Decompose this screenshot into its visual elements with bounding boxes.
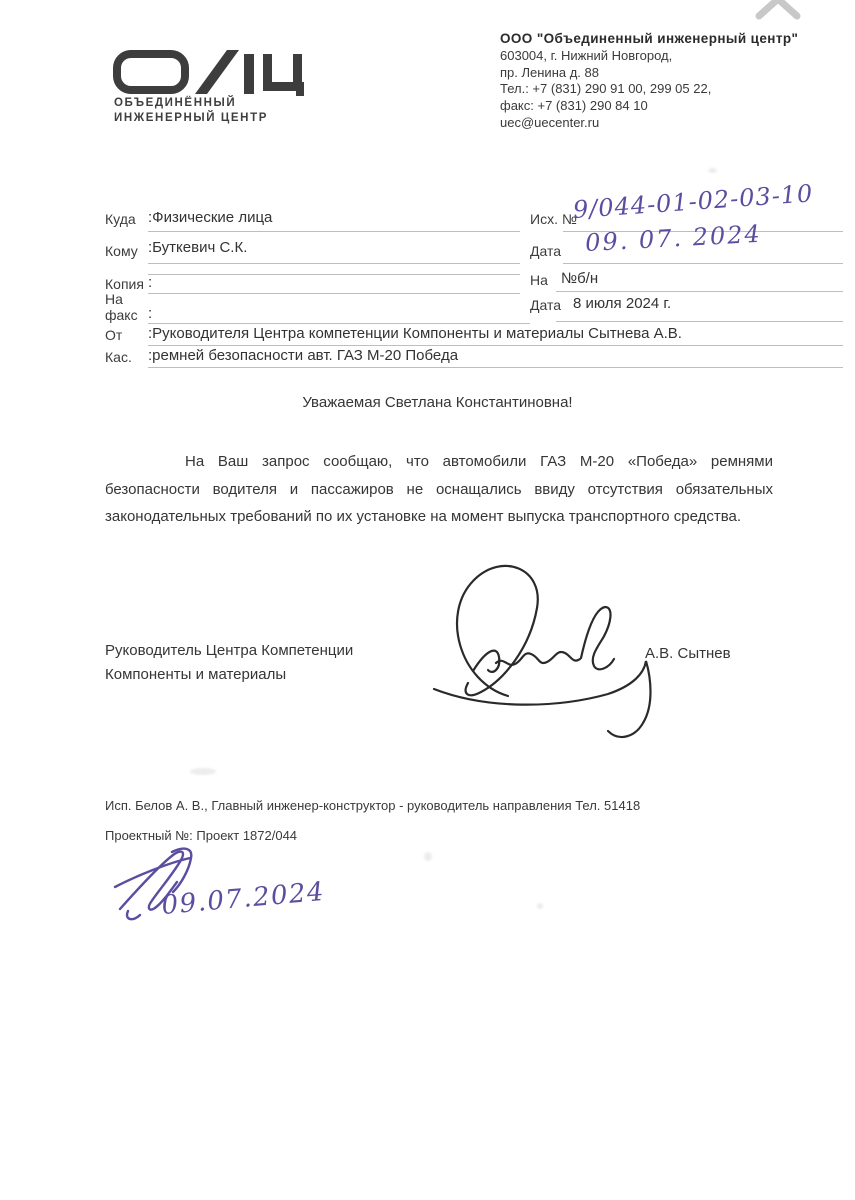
field-label-na-no: На xyxy=(530,272,548,288)
field-label-komu: Кому xyxy=(105,243,138,259)
scan-speck xyxy=(537,903,543,909)
scan-speck xyxy=(190,768,216,775)
form-rule-line xyxy=(556,291,843,292)
project-number-line: Проектный №: Проект 1872/044 xyxy=(105,828,298,843)
company-name: ООО "Объединенный инженерный центр" xyxy=(500,31,799,46)
company-phone: Тел.: +7 (831) 290 91 00, 299 05 22, xyxy=(500,81,712,97)
field-label-data2: Дата xyxy=(530,297,562,313)
salutation: Уважаемая Светлана Константиновна! xyxy=(302,394,573,411)
letter-body-paragraph: На Ваш запрос сообщаю, что автомобили ГАЗ М-20 «Победа» ремнями безопасности водителя и пассажиров не оснащались ввиду отсутствия обязательных законодательных требований по их установке на момент выпуска транспортного средства. xyxy=(105,453,773,525)
sytnev-signature xyxy=(418,558,658,748)
handwritten-date: 09. 07. 2024 xyxy=(584,219,763,257)
company-email: uec@uecenter.ru xyxy=(500,114,600,130)
company-logo xyxy=(113,50,313,96)
form-rule-line xyxy=(563,263,843,264)
form-rule-line xyxy=(148,231,520,232)
signer-title-line1: Руководитель Центра Компетенции xyxy=(105,642,354,659)
field-label-kopiya: Копия xyxy=(105,276,144,292)
form-rule-line xyxy=(148,345,843,346)
field-value-faks: : xyxy=(148,305,153,322)
form-rule-line xyxy=(148,263,520,264)
field-value-kopiya: : xyxy=(148,274,153,291)
form-rule-line xyxy=(148,293,520,294)
form-rule-line xyxy=(556,321,843,322)
field-value-kas: :ремней безопасности авт. ГАЗ М-20 Победа xyxy=(148,347,459,364)
handwritten-outgoing-number: 9/044-01-02-03-10 xyxy=(572,179,815,224)
field-label-na: На xyxy=(105,291,123,307)
field-label-ot: От xyxy=(105,327,123,343)
scan-speck xyxy=(708,168,717,173)
field-value-komu: :Буткевич С.К. xyxy=(148,239,248,256)
logo-tagline-1: ОБЪЕДИНЁННЫЙ xyxy=(114,97,237,109)
field-value-na-no: №б/н xyxy=(561,270,599,287)
field-label-faks: факс xyxy=(105,307,138,323)
company-fax: факс: +7 (831) 290 84 10 xyxy=(500,98,648,114)
field-label-data-hw: Дата xyxy=(530,243,562,259)
form-rule-line xyxy=(148,367,843,368)
scan-speck xyxy=(424,852,432,861)
field-value-kuda: :Физические лица xyxy=(148,209,273,226)
close-icon[interactable] xyxy=(753,0,803,22)
logo-tagline-2: ИНЖЕНЕРНЫЙ ЦЕНТР xyxy=(114,112,268,124)
company-details xyxy=(500,31,798,132)
field-value-ot: :Руководителя Центра компетенции Компоненты и материалы Сытнева А.В. xyxy=(148,325,682,342)
field-label-isx-no: Исх. № xyxy=(530,211,577,227)
executor-line: Исп. Белов А. В., Главный инженер-конструктор - руководитель направления Тел. 51418 xyxy=(105,798,641,813)
field-value-data2: 8 июля 2024 г. xyxy=(573,295,672,312)
field-label-kas: Кас. xyxy=(105,349,132,365)
form-rule-line xyxy=(148,274,520,275)
field-label-kuda: Куда xyxy=(105,211,136,227)
company-address-line1: 603004, г. Нижний Новгород, xyxy=(500,47,673,63)
form-rule-line xyxy=(148,323,530,324)
signer-title-line2: Компоненты и материалы xyxy=(105,666,287,683)
signer-name: А.В. Сытнев xyxy=(645,645,731,662)
handwritten-bottom-date: 09.07.2024 xyxy=(160,876,327,921)
company-address-line2: пр. Ленина д. 88 xyxy=(500,64,599,80)
